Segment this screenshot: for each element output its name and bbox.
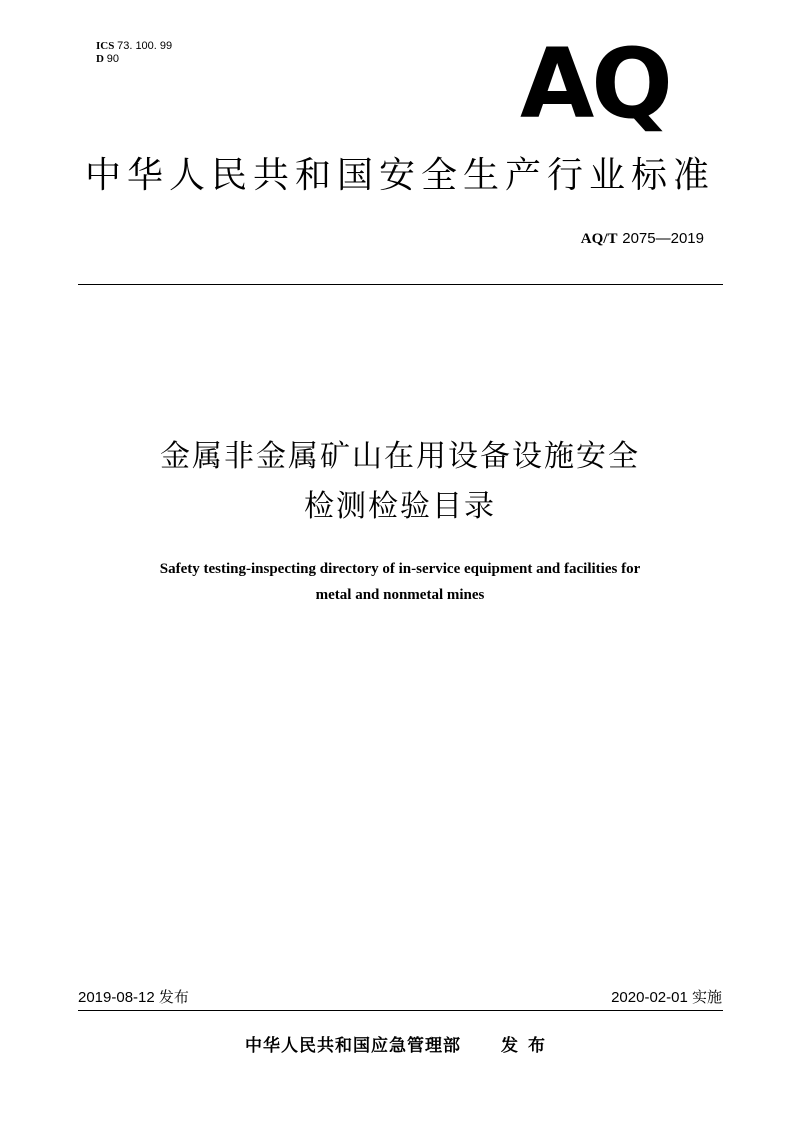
ics-code: 73. 100. 99 [117, 40, 173, 52]
implementation-date: 2020-02-01 实施 [611, 989, 722, 1006]
classification-codes [96, 40, 172, 66]
publish-action: 发布 [501, 1036, 555, 1056]
publisher-line [0, 1034, 800, 1058]
standard-number-prefix: AQ/T [580, 231, 618, 247]
publisher-name: 中华人民共和国应急管理部 [245, 1036, 461, 1056]
ics-code-line [96, 40, 172, 53]
ccs-label: D [96, 53, 104, 65]
standard-number-code: 2075—2019 [622, 230, 704, 247]
document-title-english-line-1: Safety testing-inspecting directory of in-service equipment and facilities for [159, 561, 641, 577]
ccs-code-line [96, 53, 172, 66]
aq-logo: AQ [520, 28, 670, 140]
bottom-divider [78, 1010, 723, 1011]
document-title-line-2: 检测检验目录 [304, 489, 496, 524]
top-divider [78, 284, 723, 285]
document-title [0, 432, 800, 532]
standard-category-title: 中华人民共和国安全生产行业标准 [84, 155, 715, 196]
document-title-english [60, 556, 740, 608]
ccs-code: 90 [106, 53, 119, 65]
standard-number [581, 228, 704, 249]
document-title-line-1: 金属非金属矿山在用设备设施安全 [160, 439, 640, 474]
document-title-english-line-2: metal and nonmetal mines [315, 587, 485, 603]
issue-date: 2019-08-12 发布 [78, 989, 189, 1006]
ics-label: ICS [96, 40, 115, 52]
